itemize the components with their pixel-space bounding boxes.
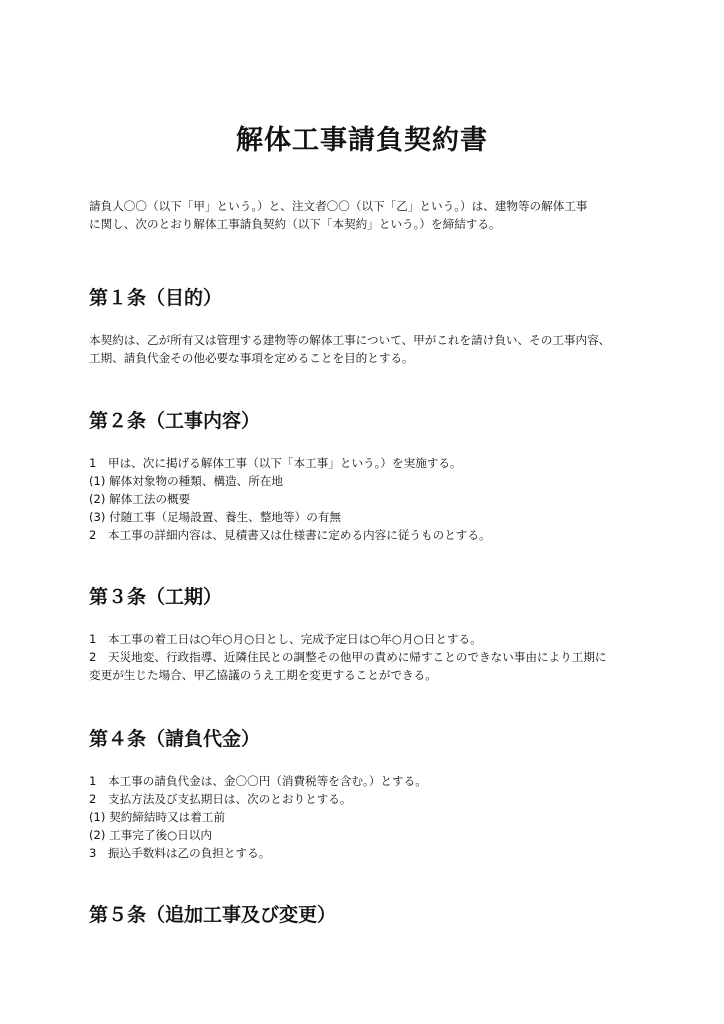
article-line: 1 甲は、次に掲げる解体工事（以下「本工事」という。）を実施する。	[89, 456, 462, 470]
article-line: 2 支払方法及び支払期日は、次のとおりとする。	[89, 792, 352, 806]
article-line: (2) 解体工法の概要	[89, 492, 191, 506]
article-line: 1 本工事の着工日は○年○月○日とし、完成予定日は○年○月○日とする。	[89, 632, 482, 646]
article-line: (2) 工事完了後○日以内	[89, 828, 212, 842]
article-body	[89, 772, 659, 862]
article-line: (1) 解体対象物の種類、構造、所在地	[89, 474, 284, 488]
article-line: 1 本工事の請負代金は、金〇〇円（消費税等を含む。）とする。	[89, 774, 427, 788]
article-body	[89, 454, 659, 544]
article-line: (1) 契約締結時又は着工前	[89, 810, 226, 824]
article-3	[89, 584, 659, 684]
article-line: 2 本工事の詳細内容は、見積書又は仕様書に定める内容に従うものとする。	[89, 528, 491, 542]
article-line: 3 振込手数料は乙の負担とする。	[89, 846, 271, 860]
article-2	[89, 408, 659, 544]
article-heading: 第１条（目的）	[89, 287, 223, 309]
article-heading: 第４条（請負代金）	[89, 728, 261, 750]
article-body	[89, 331, 659, 367]
article-line: 本契約は、乙が所有又は管理する建物等の解体工事について、甲がこれを請け負い、その工事内容、	[89, 333, 611, 347]
article-line: 工期、請負代金その他必要な事項を定めることを目的とする。	[89, 351, 414, 365]
article-line: 2 天災地変、行政指導、近隣住民との調整その他甲の責めに帰すことのできない事由により工期に	[89, 650, 607, 664]
intro-paragraph	[89, 197, 649, 233]
article-heading: 第２条（工事内容）	[89, 410, 261, 432]
document-title: 解体工事請負契約書	[236, 125, 488, 156]
article-4	[89, 726, 659, 862]
intro-line: 請負人〇〇（以下「甲」という。）と、注文者〇〇（以下「乙」という。）は、建物等の解体工事	[89, 199, 588, 213]
article-line: 変更が生じた場合、甲乙協議のうえ工期を変更することができる。	[89, 668, 437, 682]
article-line: (3) 付随工事（足場設置、養生、整地等）の有無	[89, 510, 341, 524]
article-body	[89, 630, 659, 684]
intro-line: に関し、次のとおり解体工事請負契約（以下「本契約」という。）を締結する。	[89, 217, 501, 231]
article-1	[89, 285, 659, 367]
article-5	[89, 902, 659, 928]
article-heading: 第３条（工期）	[89, 586, 223, 608]
article-heading: 第５条（追加工事及び変更）	[89, 904, 337, 926]
